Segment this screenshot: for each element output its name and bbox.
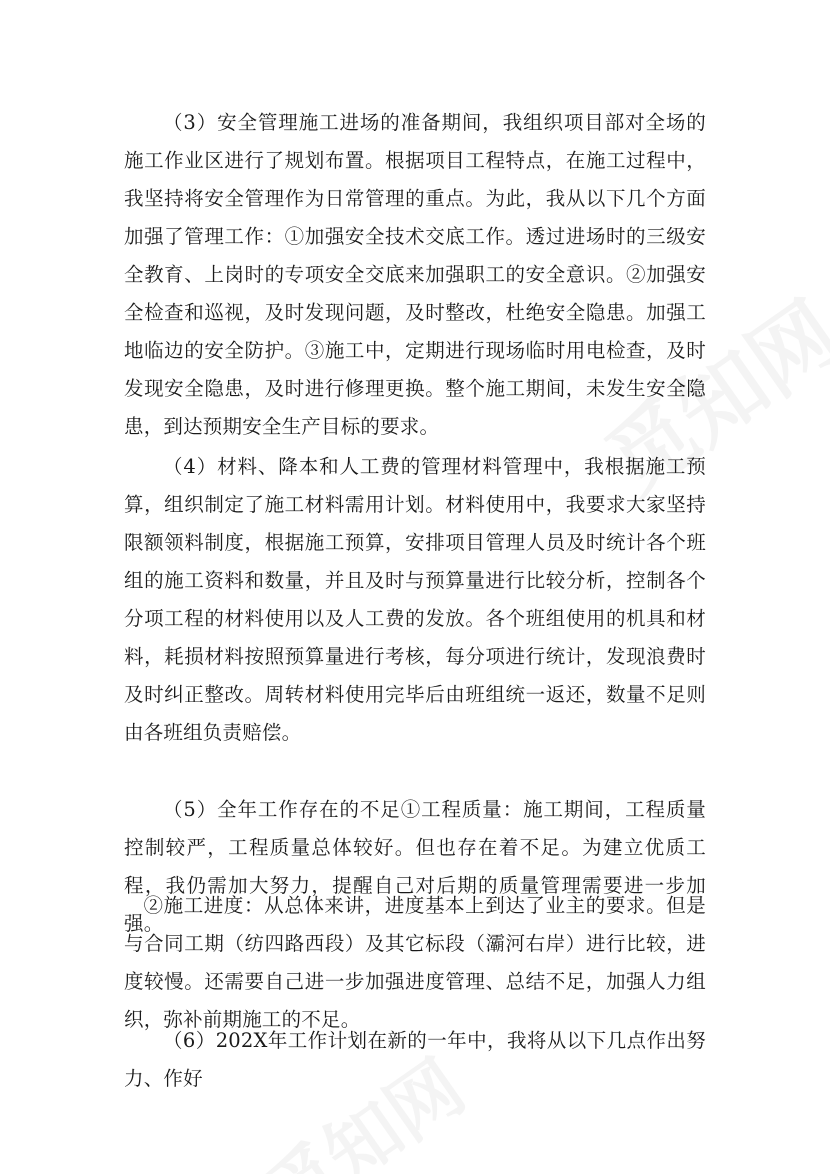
- paragraph-materials-cost: （4）材料、降本和人工费的管理材料管理中，我根据施工预算，组织制定了施工材料需用计划。材料使用中，我要求大家坚持限额领料制度，根据施工预算，安排项目管理人员及时统计各个班组的施工资料和数量，并且及时与预算量进行比较分析，控制各个分项工程的材料使用以及人工费的发放。各个班组使用的机具和材料，耗损材料按照预算量进行考核，每分项进行统计，发现浪费时及时纠正整改。周转材料使用完毕后由班组统一返还，数量不足则由各班组负责赔偿。: [124, 455, 706, 744]
- paragraph-safety-management: （3）安全管理施工进场的准备期间，我组织项目部对全场的施工作业区进行了规划布置。根据项目工程特点，在施工过程中，我坚持将安全管理作为日常管理的重点。为此，我从以下几个方面加强了管理工作：①加强安全技术交底工作。透过进场时的三级安全教育、上岗时的专项安全交底来加强职工的安全意识。②加强安全检查和巡视，及时发现问题，及时整改，杜绝安全隐患。加强工地临边的安全防护。③施工中，定期进行现场临时用电检查，及时发现安全隐患，及时进行修理更换。整个施工期间，未发生安全隐患，到达预期安全生产目标的要求。: [124, 111, 706, 438]
- paragraph-progress: ②施工进度：从总体来讲，进度基本上到达了业主的要求。但是与合同工期（纺四路西段）及其它标段（灞河右岸）进行比较，进度较慢。还需要自己进一步加强进度管理、总结不足，加强人力组织，弥补前期施工的不足。: [124, 894, 706, 1031]
- paragraph-shortcomings: （5）全年工作存在的不足①工程质量：施工期间，工程质量控制较严，工程质量总体较好。但也存在着不足。为建立优质工程，我仍需加大努力，提醒自己对后期的质量管理需要进一步加强。: [124, 798, 706, 935]
- paragraph-work-plan: （6）202X年工作计划在新的一年中，我将从以下几点作出努力、作好: [124, 1029, 706, 1090]
